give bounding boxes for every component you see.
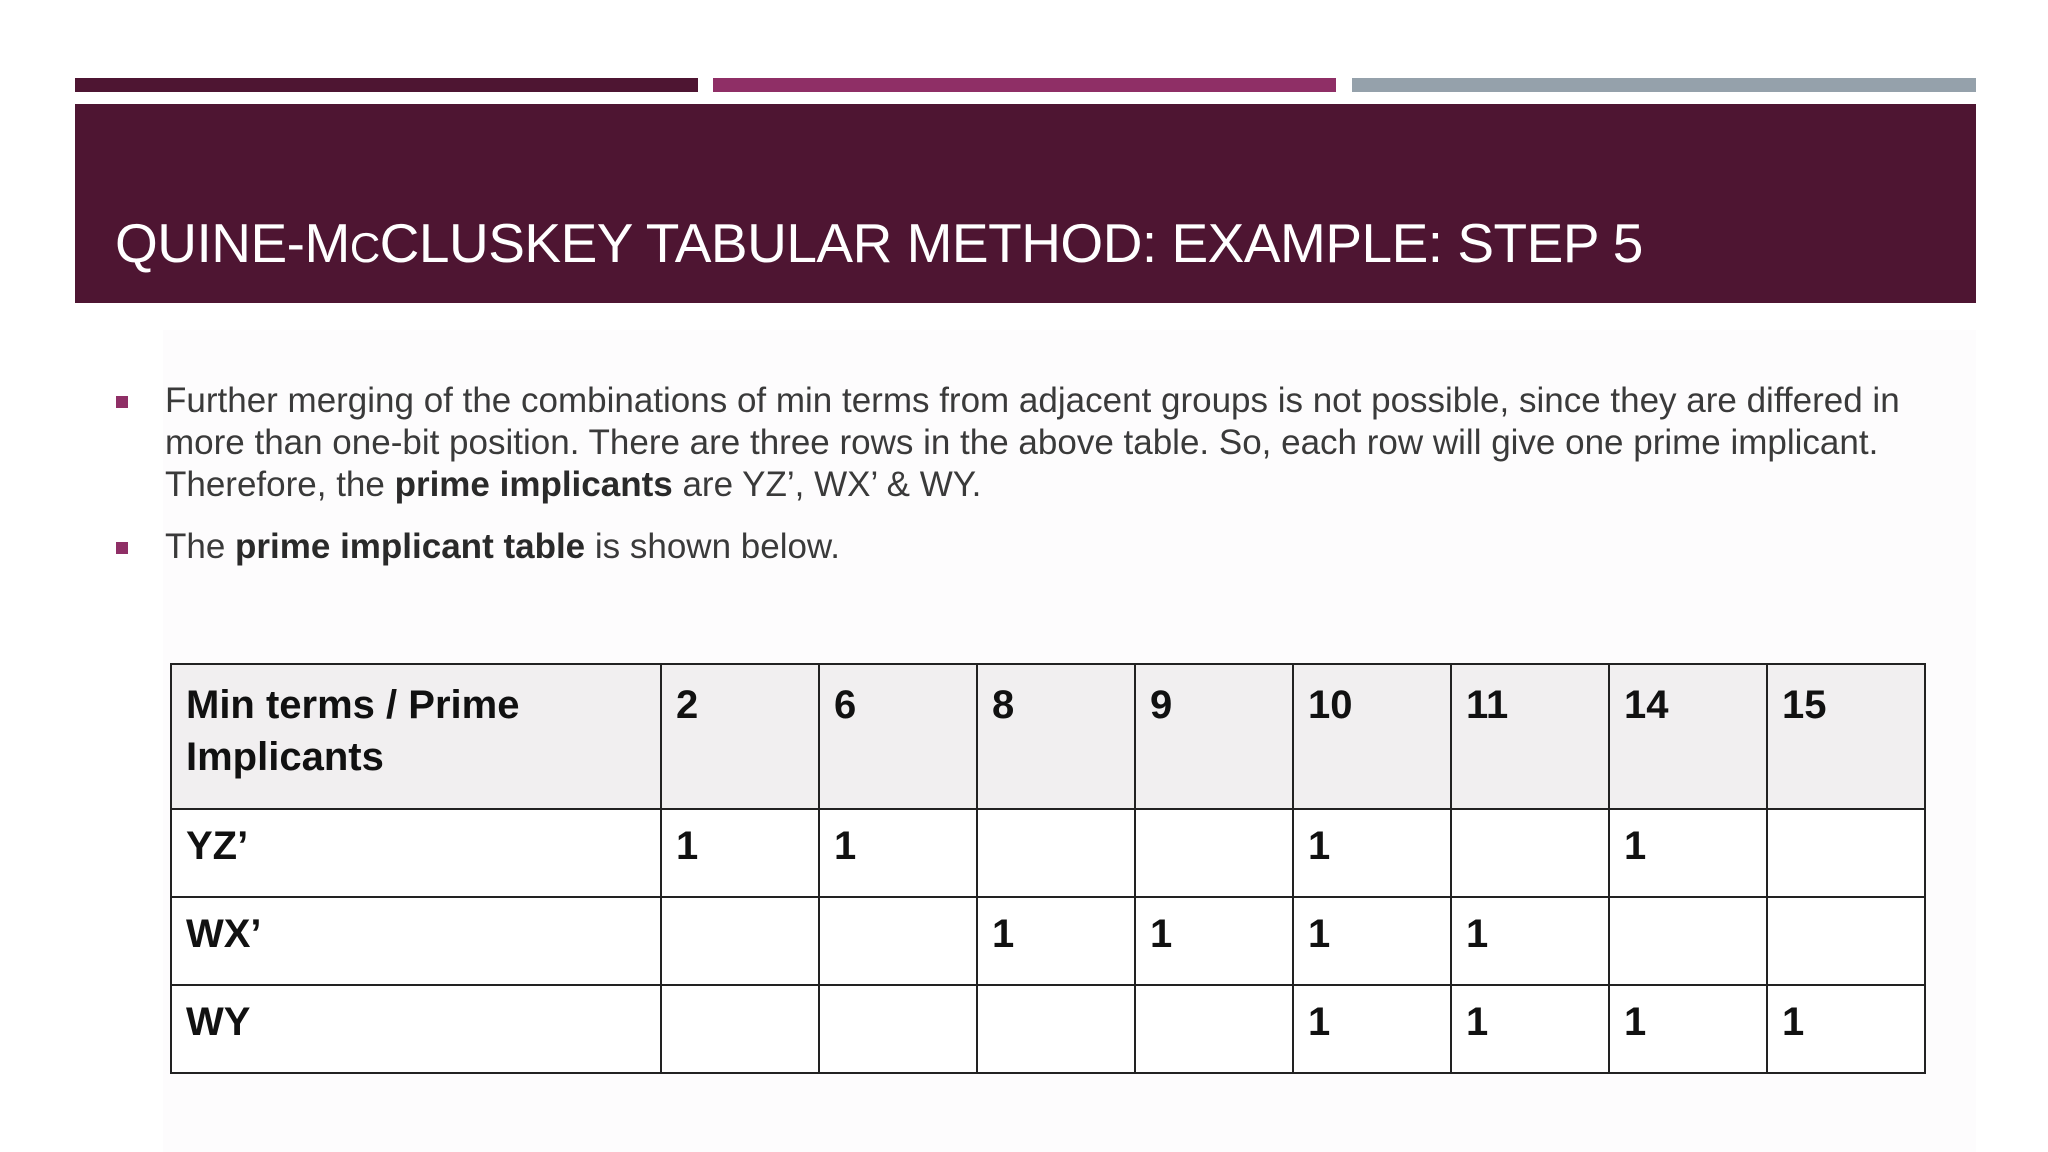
table-cell: 1 bbox=[1609, 985, 1767, 1073]
table-cell: 1 bbox=[1767, 985, 1925, 1073]
bullet-item bbox=[113, 526, 1943, 568]
table-cell: 1 bbox=[819, 809, 977, 897]
table-row bbox=[171, 897, 1925, 985]
table-cell: WY bbox=[171, 985, 661, 1073]
bullet-text: is shown below. bbox=[585, 527, 841, 566]
table-header-cell: 15 bbox=[1767, 664, 1925, 809]
square-bullet-icon bbox=[116, 542, 128, 554]
table-cell bbox=[1767, 897, 1925, 985]
bullet-text: are YZ’, WX’ & WY. bbox=[672, 465, 982, 504]
table-header-cell: Min terms / Prime Implicants bbox=[171, 664, 661, 809]
bullet-text: The bbox=[165, 527, 236, 566]
table-header-cell: 8 bbox=[977, 664, 1135, 809]
title-band bbox=[75, 104, 1976, 303]
table-cell: 1 bbox=[1293, 897, 1451, 985]
slide-title: QUINE-MCCLUSKEY TABULAR METHOD: EXAMPLE: STEP 5 bbox=[115, 212, 1643, 274]
table-header-row bbox=[171, 664, 1925, 809]
table-cell bbox=[661, 985, 819, 1073]
table-cell bbox=[1135, 985, 1293, 1073]
table-row bbox=[171, 809, 1925, 897]
table-row bbox=[171, 985, 1925, 1073]
table-header-cell: 6 bbox=[819, 664, 977, 809]
table-cell: 1 bbox=[1293, 809, 1451, 897]
bullet-list bbox=[113, 380, 1943, 588]
table-cell: 1 bbox=[661, 809, 819, 897]
bullet-bold-text: prime implicants bbox=[394, 465, 673, 504]
table-cell: WX’ bbox=[171, 897, 661, 985]
table-cell bbox=[977, 985, 1135, 1073]
table-cell bbox=[819, 985, 977, 1073]
bullet-bold-text: prime implicant table bbox=[235, 527, 586, 566]
table-cell: YZ’ bbox=[171, 809, 661, 897]
table-cell: 1 bbox=[1451, 985, 1609, 1073]
prime-implicant-table bbox=[170, 663, 1926, 1074]
accent-bar-2 bbox=[713, 78, 1336, 92]
table-header-cell: 10 bbox=[1293, 664, 1451, 809]
table-cell: 1 bbox=[1293, 985, 1451, 1073]
table-cell bbox=[1767, 809, 1925, 897]
table-header-cell: 14 bbox=[1609, 664, 1767, 809]
accent-bar-3 bbox=[1352, 78, 1976, 92]
bullet-item bbox=[113, 380, 1943, 506]
square-bullet-icon bbox=[116, 396, 128, 408]
table-cell bbox=[819, 897, 977, 985]
table-cell bbox=[661, 897, 819, 985]
table-cell: 1 bbox=[1451, 897, 1609, 985]
table-cell: 1 bbox=[977, 897, 1135, 985]
table-cell bbox=[1451, 809, 1609, 897]
table-cell bbox=[1135, 809, 1293, 897]
table-cell: 1 bbox=[1609, 809, 1767, 897]
table-header-cell: 9 bbox=[1135, 664, 1293, 809]
table-cell bbox=[1609, 897, 1767, 985]
table-cell bbox=[977, 809, 1135, 897]
table-header-cell: 11 bbox=[1451, 664, 1609, 809]
table-header-cell: 2 bbox=[661, 664, 819, 809]
bullet-text: Further merging of the combinations of min terms from adjacent groups is not possible, since they are differed in more than one-bit position. There are three rows in the above table. So, each row will give one prime implicant. Therefore, the bbox=[165, 381, 1900, 504]
accent-bar-1 bbox=[75, 78, 698, 92]
table-cell: 1 bbox=[1135, 897, 1293, 985]
